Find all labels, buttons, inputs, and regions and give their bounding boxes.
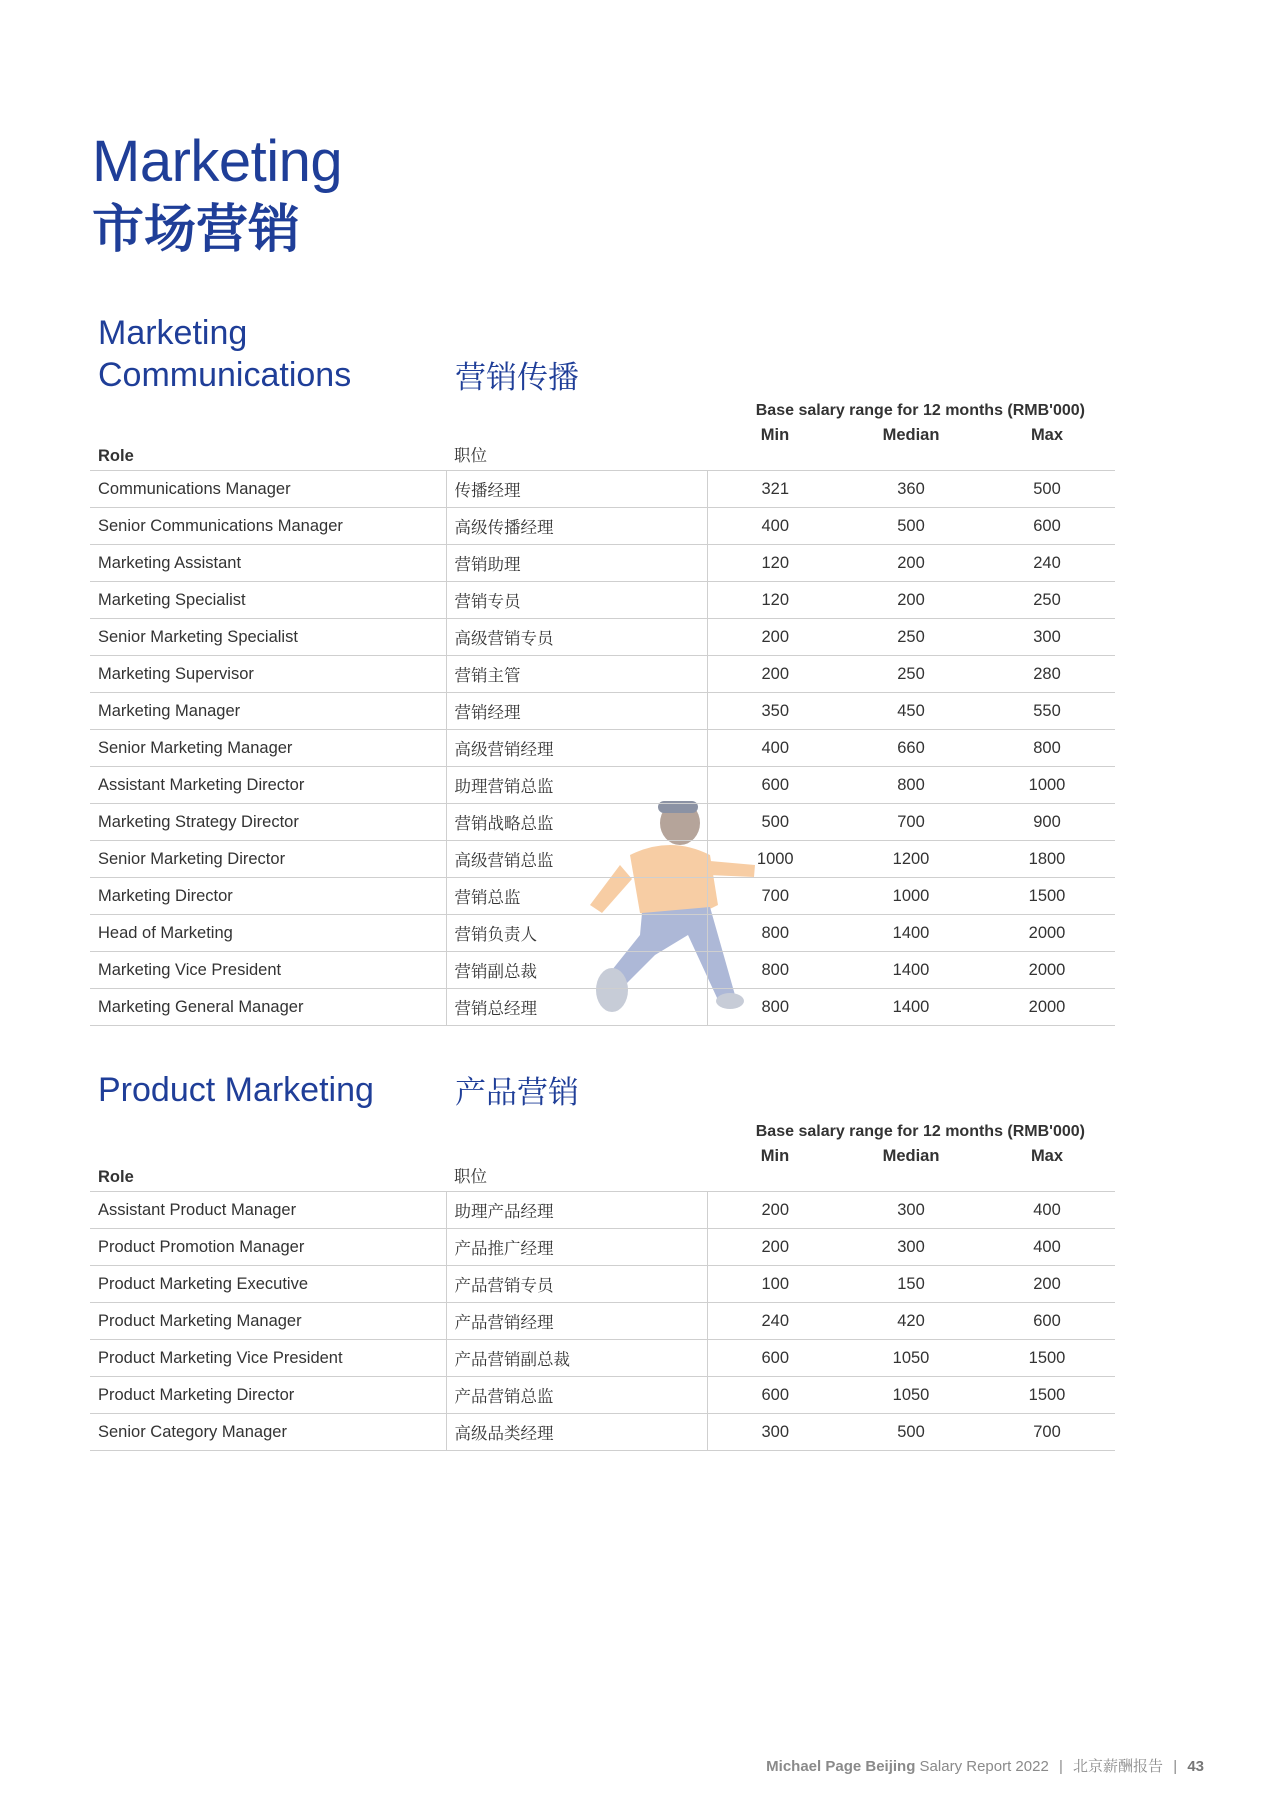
max-cell: 2000: [979, 989, 1115, 1026]
max-cell: 400: [979, 1192, 1115, 1229]
role-cell: Communications Manager: [90, 471, 446, 508]
role-cell: Product Marketing Executive: [90, 1266, 446, 1303]
role-zh-cell: 营销副总裁: [446, 952, 707, 989]
role-zh-cell: 产品营销总监: [446, 1377, 707, 1414]
median-cell: 420: [843, 1303, 979, 1340]
max-cell: 250: [979, 582, 1115, 619]
role-cell: Senior Category Manager: [90, 1414, 446, 1451]
salary-table: [90, 424, 1115, 1026]
min-cell: 800: [707, 952, 843, 989]
role-zh-cell: 高级传播经理: [446, 508, 707, 545]
role-cell: Senior Communications Manager: [90, 508, 446, 545]
table-row: [90, 730, 1115, 767]
table-row: [90, 841, 1115, 878]
table-row: [90, 619, 1115, 656]
role-cell: Senior Marketing Director: [90, 841, 446, 878]
role-zh-cell: 产品营销经理: [446, 1303, 707, 1340]
max-cell: 600: [979, 1303, 1115, 1340]
min-cell: 500: [707, 804, 843, 841]
min-cell: 400: [707, 730, 843, 767]
median-cell: 250: [843, 656, 979, 693]
median-cell: 500: [843, 508, 979, 545]
min-cell: 1000: [707, 841, 843, 878]
role-cell: Marketing Assistant: [90, 545, 446, 582]
role-cell: Product Marketing Director: [90, 1377, 446, 1414]
section-product-marketing: [90, 1055, 1115, 1443]
table-row: [90, 508, 1115, 545]
role-zh-cell: 营销战略总监: [446, 804, 707, 841]
min-header: Min: [707, 424, 843, 471]
role-zh-cell: 营销主管: [446, 656, 707, 693]
role-cell: Marketing General Manager: [90, 989, 446, 1026]
min-cell: 100: [707, 1266, 843, 1303]
table-row: [90, 471, 1115, 508]
table-row: [90, 693, 1115, 730]
min-cell: 800: [707, 989, 843, 1026]
min-cell: 240: [707, 1303, 843, 1340]
role-cell: Marketing Director: [90, 878, 446, 915]
median-cell: 300: [843, 1229, 979, 1266]
role-cell: Product Marketing Vice President: [90, 1340, 446, 1377]
min-cell: 120: [707, 545, 843, 582]
table-row: [90, 767, 1115, 804]
salary-range-caption: Base salary range for 12 months (RMB'000): [755, 1123, 1085, 1140]
table-header-row: [90, 1145, 1115, 1192]
median-cell: 1200: [843, 841, 979, 878]
page-title: [92, 128, 342, 262]
max-cell: 200: [979, 1266, 1115, 1303]
footer-separator: |: [1173, 1758, 1178, 1775]
min-cell: 800: [707, 915, 843, 952]
median-header: Median: [843, 1145, 979, 1192]
max-cell: 1800: [979, 841, 1115, 878]
median-cell: 660: [843, 730, 979, 767]
role-zh-cell: 高级营销总监: [446, 841, 707, 878]
role-zh-cell: 营销经理: [446, 693, 707, 730]
median-cell: 1400: [843, 952, 979, 989]
max-cell: 600: [979, 508, 1115, 545]
median-cell: 500: [843, 1414, 979, 1451]
role-cell: Product Marketing Manager: [90, 1303, 446, 1340]
min-cell: 600: [707, 767, 843, 804]
max-cell: 1000: [979, 767, 1115, 804]
table-header-row: [90, 424, 1115, 471]
max-cell: 2000: [979, 915, 1115, 952]
section-title-en: Marketing Communications: [98, 314, 352, 394]
role-zh-cell: 助理产品经理: [446, 1192, 707, 1229]
table-row: [90, 1377, 1115, 1414]
role-cell: Product Promotion Manager: [90, 1229, 446, 1266]
salary-range-caption: Base salary range for 12 months (RMB'000): [755, 402, 1085, 419]
median-cell: 450: [843, 693, 979, 730]
table-row: [90, 878, 1115, 915]
role-zh-cell: 传播经理: [446, 471, 707, 508]
section-title-en: Product Marketing: [98, 1070, 374, 1109]
min-header: Min: [707, 1145, 843, 1192]
salary-table: [90, 1145, 1115, 1451]
role-cell: Head of Marketing: [90, 915, 446, 952]
page-number: 43: [1187, 1758, 1204, 1775]
page-footer: [766, 1755, 1204, 1776]
median-cell: 1050: [843, 1377, 979, 1414]
table-row: [90, 1192, 1115, 1229]
max-cell: 550: [979, 693, 1115, 730]
table-row: [90, 1303, 1115, 1340]
role-header: Role: [90, 1145, 446, 1192]
max-cell: 300: [979, 619, 1115, 656]
role-zh-cell: 营销总经理: [446, 989, 707, 1026]
section-title-zh: 产品营销: [455, 1074, 579, 1110]
min-cell: 400: [707, 508, 843, 545]
table-row: [90, 915, 1115, 952]
min-cell: 200: [707, 1192, 843, 1229]
min-cell: 700: [707, 878, 843, 915]
role-cell: Senior Marketing Specialist: [90, 619, 446, 656]
median-cell: 150: [843, 1266, 979, 1303]
median-cell: 360: [843, 471, 979, 508]
median-cell: 1400: [843, 915, 979, 952]
median-cell: 1050: [843, 1340, 979, 1377]
max-cell: 240: [979, 545, 1115, 582]
table-row: [90, 656, 1115, 693]
role-header: Role: [90, 424, 446, 471]
role-cell: Marketing Manager: [90, 693, 446, 730]
median-cell: 200: [843, 545, 979, 582]
min-cell: 200: [707, 619, 843, 656]
min-cell: 600: [707, 1377, 843, 1414]
role-zh-header: 职位: [446, 424, 707, 471]
median-cell: 800: [843, 767, 979, 804]
section-title-zh: 营销传播: [455, 359, 579, 395]
max-cell: 700: [979, 1414, 1115, 1451]
max-cell: 1500: [979, 878, 1115, 915]
max-cell: 400: [979, 1229, 1115, 1266]
role-zh-cell: 助理营销总监: [446, 767, 707, 804]
min-cell: 200: [707, 1229, 843, 1266]
median-cell: 1000: [843, 878, 979, 915]
table-row: [90, 1266, 1115, 1303]
role-zh-cell: 营销总监: [446, 878, 707, 915]
max-header: Max: [979, 424, 1115, 471]
footer-report: Salary Report 2022: [919, 1758, 1049, 1775]
role-cell: Assistant Marketing Director: [90, 767, 446, 804]
min-cell: 321: [707, 471, 843, 508]
role-zh-cell: 产品营销副总裁: [446, 1340, 707, 1377]
median-cell: 1400: [843, 989, 979, 1026]
max-cell: 800: [979, 730, 1115, 767]
footer-brand: Michael Page Beijing: [766, 1758, 916, 1775]
table-row: [90, 545, 1115, 582]
max-header: Max: [979, 1145, 1115, 1192]
role-zh-cell: 产品推广经理: [446, 1229, 707, 1266]
max-cell: 2000: [979, 952, 1115, 989]
footer-separator: |: [1058, 1758, 1063, 1775]
footer-report-zh: 北京薪酬报告: [1073, 1758, 1164, 1775]
median-cell: 250: [843, 619, 979, 656]
min-cell: 350: [707, 693, 843, 730]
median-header: Median: [843, 424, 979, 471]
min-cell: 300: [707, 1414, 843, 1451]
table-row: [90, 1414, 1115, 1451]
max-cell: 1500: [979, 1340, 1115, 1377]
min-cell: 600: [707, 1340, 843, 1377]
table-row: [90, 804, 1115, 841]
role-cell: Marketing Supervisor: [90, 656, 446, 693]
role-zh-cell: 营销助理: [446, 545, 707, 582]
role-cell: Marketing Strategy Director: [90, 804, 446, 841]
role-cell: Assistant Product Manager: [90, 1192, 446, 1229]
max-cell: 900: [979, 804, 1115, 841]
median-cell: 200: [843, 582, 979, 619]
table-row: [90, 1340, 1115, 1377]
median-cell: 300: [843, 1192, 979, 1229]
role-cell: Marketing Vice President: [90, 952, 446, 989]
role-zh-header: 职位: [446, 1145, 707, 1192]
role-zh-cell: 高级品类经理: [446, 1414, 707, 1451]
section-marketing-communications: [90, 290, 1115, 1018]
min-cell: 120: [707, 582, 843, 619]
role-cell: Marketing Specialist: [90, 582, 446, 619]
role-zh-cell: 营销专员: [446, 582, 707, 619]
median-cell: 700: [843, 804, 979, 841]
role-zh-cell: 营销负责人: [446, 915, 707, 952]
max-cell: 1500: [979, 1377, 1115, 1414]
min-cell: 200: [707, 656, 843, 693]
page-title-en: Marketing: [92, 129, 343, 194]
max-cell: 280: [979, 656, 1115, 693]
table-row: [90, 989, 1115, 1026]
role-zh-cell: 高级营销专员: [446, 619, 707, 656]
role-cell: Senior Marketing Manager: [90, 730, 446, 767]
table-row: [90, 1229, 1115, 1266]
max-cell: 500: [979, 471, 1115, 508]
page-title-zh: 市场营销: [92, 201, 301, 260]
table-row: [90, 952, 1115, 989]
table-row: [90, 582, 1115, 619]
role-zh-cell: 产品营销专员: [446, 1266, 707, 1303]
role-zh-cell: 高级营销经理: [446, 730, 707, 767]
